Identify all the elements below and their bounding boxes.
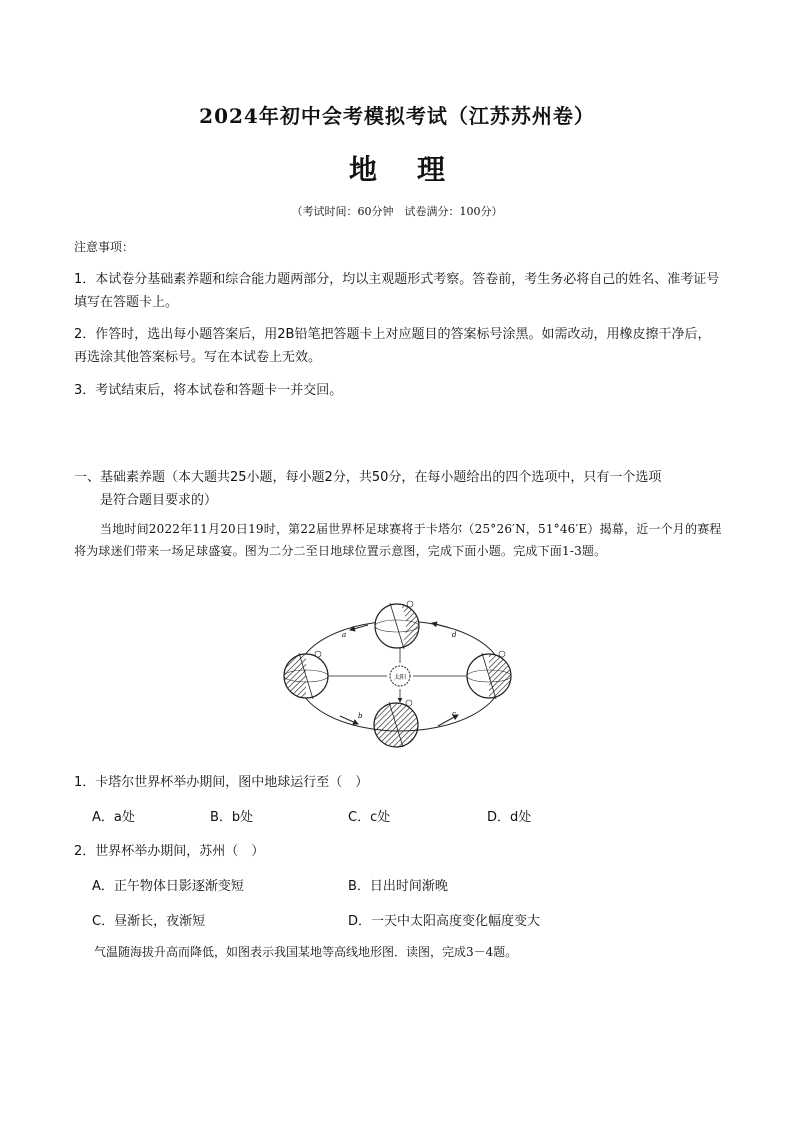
question-1-option-b: B．b处 (210, 810, 254, 825)
question-2-stem: 2．世界杯举办期间，苏州（ ） (74, 844, 265, 859)
earth-right (467, 651, 511, 699)
note-item-1: 1．本试卷分基础素养题和综合能力题两部分，均以主观题形式考察。答卷前，考生务必将自己的姓名、准考证号填写在答题卡上。 (74, 272, 720, 310)
exam-info: （考试时间：60分钟 试卷满分：100分） (291, 205, 503, 218)
question-2-option-a: A．正午物体日影逐渐变短 (92, 879, 244, 894)
passage-2: 气温随海拔升高而降低，如图表示我国某地等高线地形图．读图，完成3－4题。 (94, 945, 518, 959)
earth-orbit-diagram (270, 598, 530, 750)
notes-title: 注意事项： (74, 240, 135, 254)
subject-heading (0, 148, 794, 188)
subject-char-1: 地 (348, 153, 377, 186)
subject-char-2: 理 (417, 153, 446, 186)
earth-top (375, 601, 419, 649)
earth-bottom (374, 700, 418, 747)
orbit-arrow-b (340, 716, 358, 724)
question-2-option-d: D．一天中太阳高度变化幅度变大 (348, 914, 541, 929)
question-2-option-b: B．日出时间渐晚 (348, 879, 448, 894)
section-heading-line2: 是符合题目要求的） (100, 493, 218, 508)
sun-label: 太阳 (393, 674, 407, 681)
earth-left (284, 651, 328, 699)
passage-1: 当地时间2022年11月20日19时，第22届世界杯足球赛将于卡塔尔（25°26′N，51°46′E）揭幕，近一个月的赛程将为球迷们带来一场足球盛宴。图为二分二至日地球位置示意图，完成下面小题。完成下面1-3题。 (74, 522, 722, 558)
orbit-label-d: d (452, 631, 457, 639)
question-1-option-d: D．d处 (487, 810, 532, 825)
section-heading-line1: 一、基础素养题（本大题共25小题，每小题2分，共50分，在每小题给出的四个选项中，只有一个选项 (74, 470, 662, 485)
note-item-2: 2．作答时，选出每小题答案后，用2B铅笔把答题卡上对应题目的答案标号涂黑。如需改动，用橡皮擦干净后，再选涂其他答案标号。写在本试卷上无效。 (74, 327, 711, 365)
note-item-3: 3．考试结束后，将本试卷和答题卡一并交回。 (74, 383, 343, 398)
orbit-label-a: a (342, 631, 347, 639)
orbit-label-c: c (452, 710, 456, 718)
orbit-label-b: b (358, 712, 363, 720)
question-2-option-c: C．昼渐长，夜渐短 (92, 914, 206, 929)
question-1-option-a: A．a处 (92, 810, 135, 825)
exam-title: 2024年初中会考模拟考试（江苏苏州卷） (199, 104, 595, 128)
orbit-arrow-d (432, 623, 450, 628)
section-heading (74, 466, 724, 512)
question-1-stem: 1．卡塔尔世界杯举办期间，图中地球运行至（ ） (74, 775, 369, 790)
question-1-option-c: C．c处 (348, 810, 391, 825)
